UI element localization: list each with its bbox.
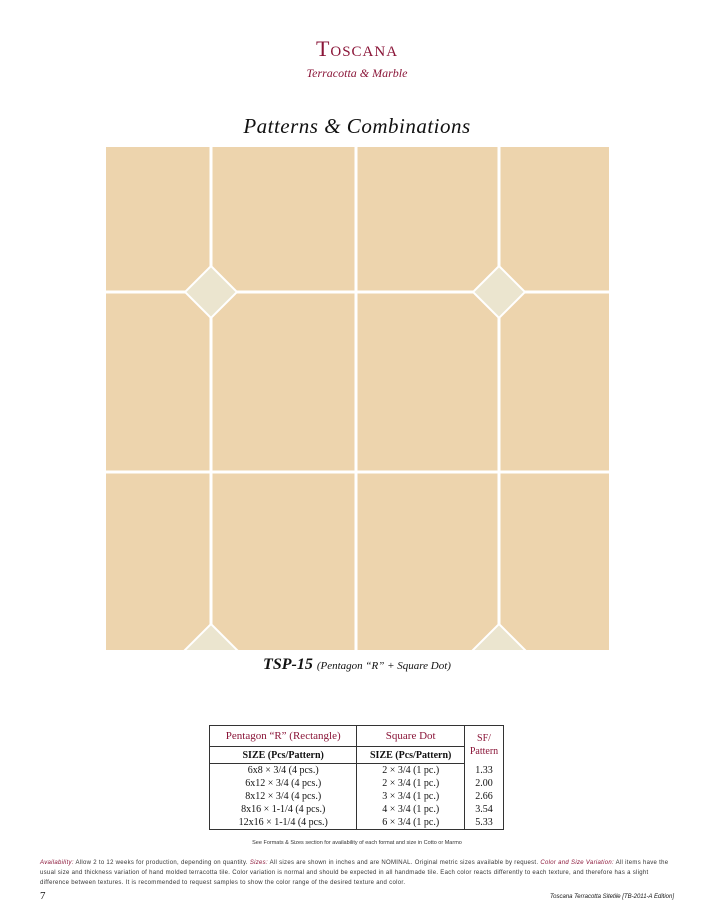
table-subheader-row <box>210 747 504 764</box>
cell-size-a: 6x8 × 3/4 (4 pcs.) <box>210 764 357 778</box>
color-variation-text: All items have the usual size and thickness variation of hand molded terracotta tile. Color variation is normal and should be expected in all handmade tile. Each color reacts differently to each texture, and therefore has a slight difference between textures. It is recommended to request samples to show the color range of the desired texture and color. <box>40 860 669 886</box>
subheader-size-b: SIZE (Pcs/Pattern) <box>357 747 465 764</box>
cell-sf: 3.54 <box>465 803 504 816</box>
color-variation-label: Color and Size Variation: <box>540 860 614 866</box>
spec-table <box>209 725 504 830</box>
table-footnote: See Formats & Sizes section for availability of each format and size in Cotto or Marmo <box>252 840 462 846</box>
pattern-illustration <box>106 147 609 650</box>
table-row <box>210 790 504 803</box>
cell-size-b: 4 × 3/4 (1 pc.) <box>357 803 465 816</box>
cell-sf: 1.33 <box>465 764 504 778</box>
sizes-label: Sizes: <box>249 860 268 866</box>
cell-sf: 2.00 <box>465 777 504 790</box>
brand-subtitle: Terracotta & Marble <box>306 66 408 80</box>
header-square-dot: Square Dot <box>357 726 465 747</box>
pattern-description: (Pentagon “R” + Square Dot) <box>316 660 451 672</box>
page-number: 7 <box>40 890 46 902</box>
cell-size-b: 6 × 3/4 (1 pc.) <box>357 816 465 830</box>
pattern-code: TSP-15 <box>263 656 313 673</box>
cell-size-b: 2 × 3/4 (1 pc.) <box>357 764 465 778</box>
header-sf-pattern: SF/ Pattern <box>465 726 504 764</box>
availability-label: Availability: <box>40 860 74 866</box>
disclaimer <box>40 858 676 888</box>
table-row <box>210 816 504 830</box>
table-row <box>210 764 504 778</box>
subheader-size-a: SIZE (Pcs/Pattern) <box>210 747 357 764</box>
cell-size-a: 8x12 × 3/4 (4 pcs.) <box>210 790 357 803</box>
pattern-drawing <box>106 147 609 650</box>
cell-size-b: 3 × 3/4 (1 pc.) <box>357 790 465 803</box>
section-title: Patterns & Combinations <box>243 114 471 138</box>
table-row <box>210 803 504 816</box>
brand-title: Toscana <box>315 36 399 61</box>
cell-size-a: 12x16 × 1-1/4 (4 pcs.) <box>210 816 357 830</box>
availability-text: Allow 2 to 12 weeks for production, depending on quantity. <box>73 860 250 866</box>
cell-size-a: 8x16 × 1-1/4 (4 pcs.) <box>210 803 357 816</box>
table-header-row <box>210 726 504 747</box>
table-row <box>210 777 504 790</box>
pattern-caption <box>0 656 714 674</box>
sizes-text: All sizes are shown in inches and are NOMINAL. Original metric sizes available by request. <box>267 860 541 866</box>
cell-sf: 2.66 <box>465 790 504 803</box>
cell-sf: 5.33 <box>465 816 504 830</box>
header-pentagon: Pentagon “R” (Rectangle) <box>210 726 357 747</box>
cell-size-a: 6x12 × 3/4 (4 pcs.) <box>210 777 357 790</box>
cell-size-b: 2 × 3/4 (1 pc.) <box>357 777 465 790</box>
edition-label: Toscana Terracotta Sitetile [TB-2011-A Edition] <box>550 894 674 900</box>
